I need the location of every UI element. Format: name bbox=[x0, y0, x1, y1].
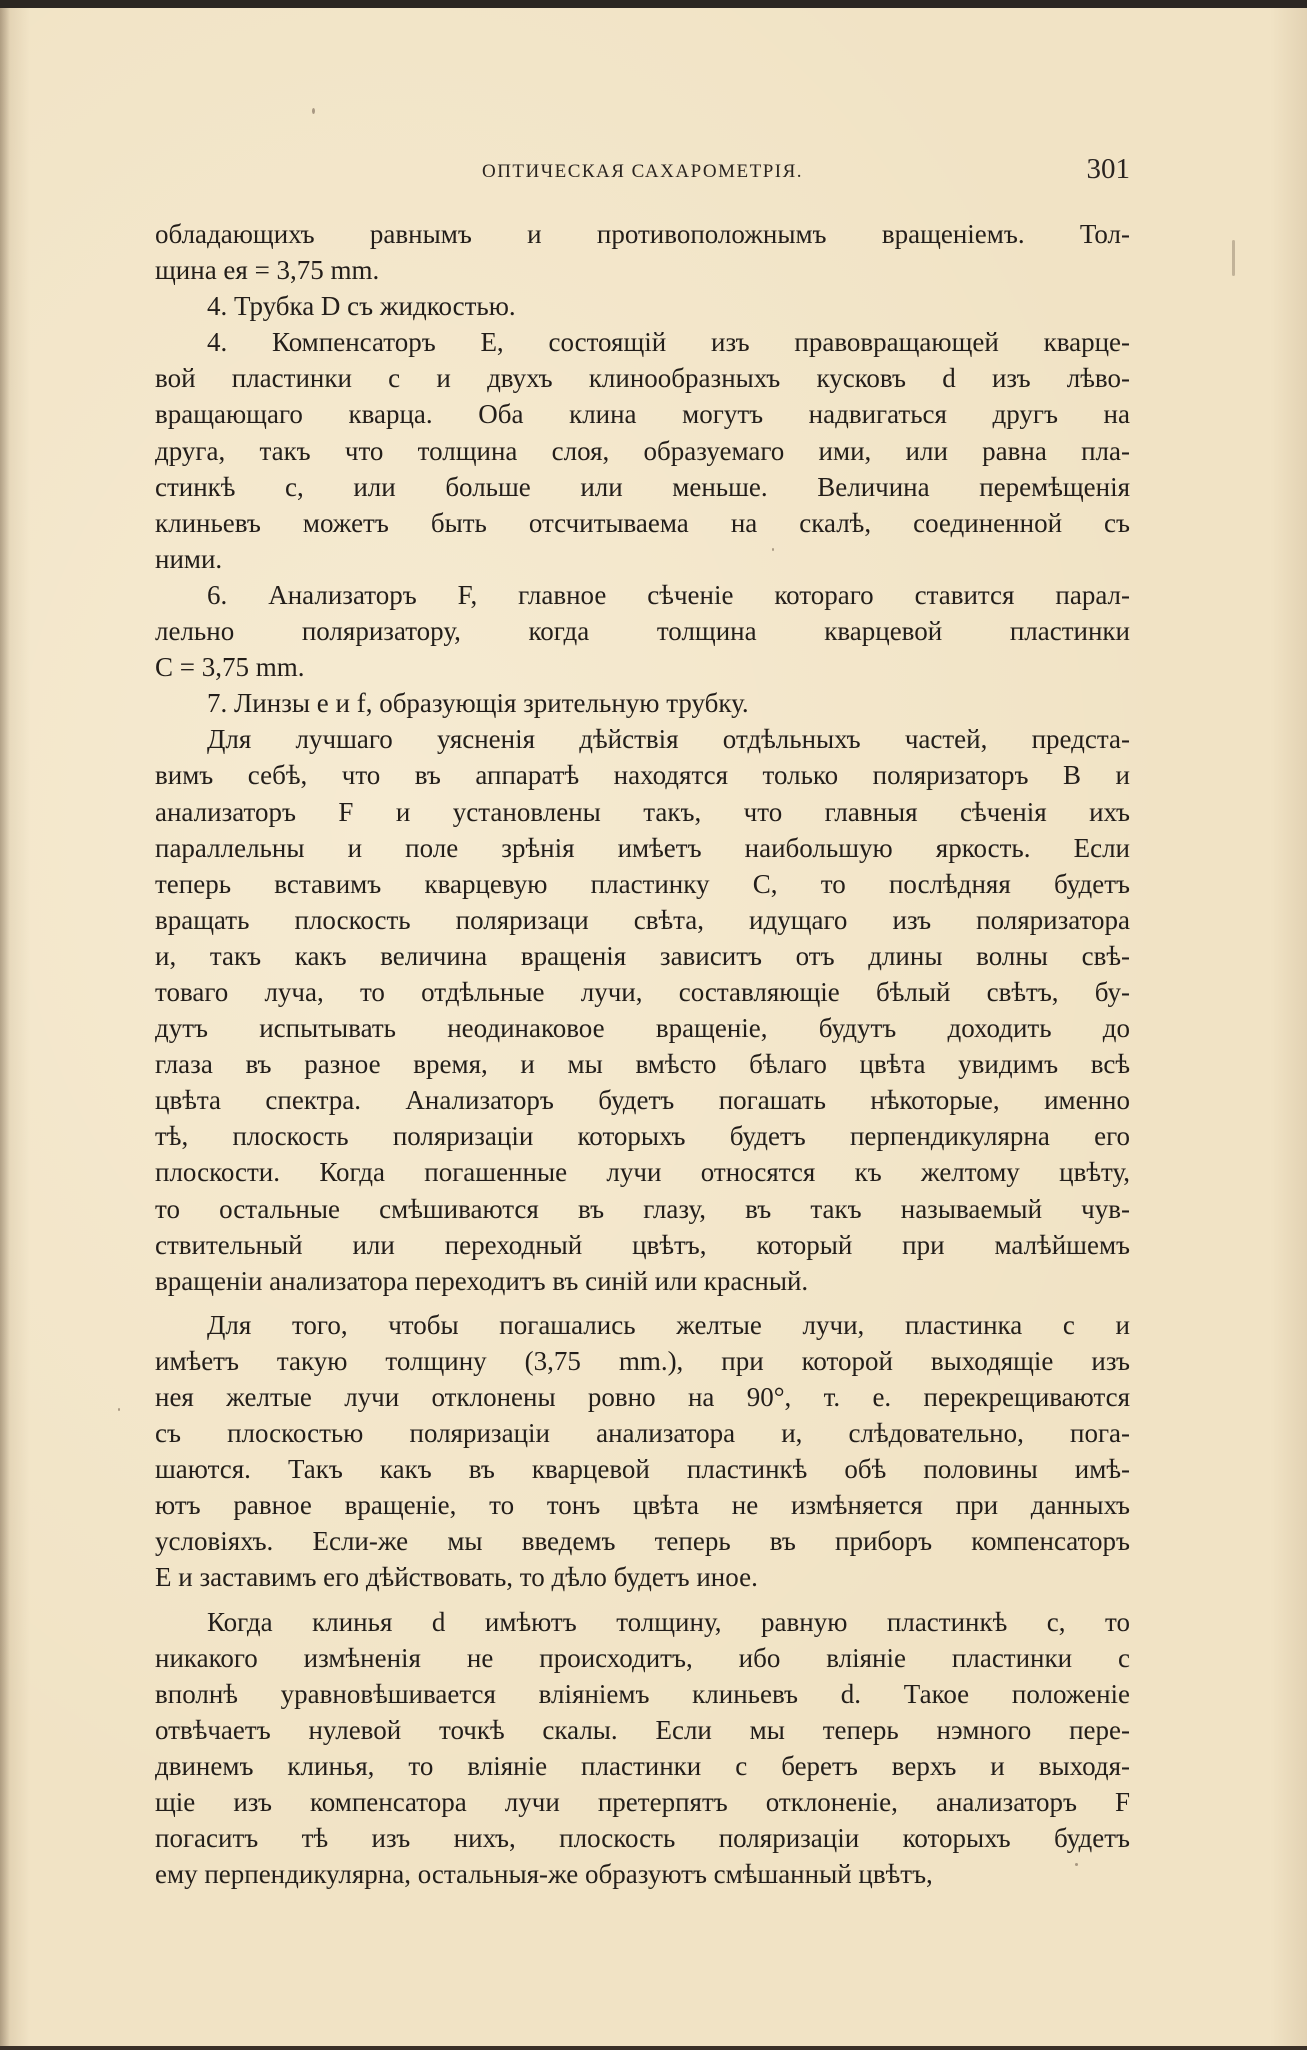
text-line: отвѣчаетъ нулевой точкѣ скалы. Если мы теперь нэмного пере- bbox=[155, 1714, 1130, 1745]
text-line: щіе изъ компенсатора лучи претерпятъ отклоненіе, анализаторъ F bbox=[155, 1787, 1130, 1818]
text-line: вращающаго кварца. Оба клина могутъ надвигаться другъ на bbox=[155, 399, 1130, 430]
text-line: 4. Трубка D съ жидкостью. bbox=[207, 291, 516, 322]
text-line: нея желтые лучи отклонены ровно на 90°, т. е. перекрещиваются bbox=[155, 1382, 1130, 1412]
text-line: 7. Линзы е и f, образующія зрительную трубку. bbox=[207, 688, 749, 719]
text-line: Для лучшаго уясненія дѣйствія отдѣльныхъ частей, предста- bbox=[207, 724, 1130, 755]
text-line: товаго луча, то отдѣльные лучи, составляющіе бѣлый свѣтъ, бу- bbox=[155, 976, 1130, 1007]
body-text bbox=[155, 216, 1130, 1892]
text-line: и, такъ какъ величина вращенія зависитъ отъ длины волны свѣ- bbox=[155, 940, 1130, 971]
text-line: E и заставимъ его дѣйствовать, то дѣло будетъ иное. bbox=[155, 1562, 758, 1593]
text-line: ему перпендикулярна, остальныя-же образуютъ смѣшанный цвѣтъ, bbox=[155, 1859, 933, 1890]
text-line: глаза въ разное время, и мы вмѣсто бѣлаго цвѣта увидимъ всѣ bbox=[155, 1049, 1130, 1080]
running-head: ОПТИЧЕСКАЯ САХАРОМЕТРІЯ. bbox=[481, 161, 804, 182]
paragraph bbox=[155, 216, 1130, 288]
text-line: условіяхъ. Если-же мы введемъ теперь въ приборъ компенсаторъ bbox=[155, 1526, 1130, 1557]
text-line: то остальные смѣшиваются въ глазу, въ такъ называемый чув- bbox=[155, 1193, 1130, 1224]
text-line: ними. bbox=[155, 543, 223, 574]
paragraph bbox=[155, 721, 1130, 1299]
page-header bbox=[155, 153, 1130, 193]
book-page bbox=[0, 8, 1307, 2050]
text-line: съ плоскостью поляризаціи анализатора и, слѣдовательно, пога- bbox=[155, 1418, 1130, 1449]
paragraph bbox=[155, 1604, 1130, 1893]
text-line: теперь вставимъ кварцевую пластинку C, то послѣдняя будетъ bbox=[155, 868, 1130, 899]
paragraph bbox=[155, 1307, 1130, 1596]
paragraph bbox=[155, 577, 1130, 685]
paragraph bbox=[155, 685, 1130, 721]
text-line: 6. Анализаторъ F, главное сѣченіе котораго ставится парал- bbox=[207, 579, 1130, 610]
text-line: друга, такъ что толщина слоя, образуемаго ими, или равна пла- bbox=[155, 435, 1130, 466]
text-line: клиньевъ можетъ быть отсчитываема на скалѣ, соединенной съ bbox=[155, 507, 1130, 538]
page-bottom-edge bbox=[0, 2046, 1307, 2050]
text-line: плоскости. Когда погашенные лучи относятся къ желтому цвѣту, bbox=[155, 1157, 1130, 1188]
text-line: вращать плоскость поляризаци свѣта, идущаго изъ поляризатора bbox=[155, 904, 1130, 935]
text-line: тѣ, плоскость поляризаціи которыхъ будетъ перпендикулярна его bbox=[155, 1121, 1130, 1152]
text-line: Когда клинья d имѣютъ толщину, равную пластинкѣ с, то bbox=[207, 1606, 1130, 1637]
text-line: щина ея = 3,75 mm. bbox=[155, 255, 380, 286]
text-line: никакого измѣненія не происходитъ, ибо вліяніе пластинки с bbox=[155, 1642, 1130, 1673]
text-line: лельно поляризатору, когда толщина кварцевой пластинки bbox=[155, 616, 1130, 647]
text-line: вимъ себѣ, что въ аппаратѣ находятся только поляризаторъ В и bbox=[155, 760, 1130, 791]
text-line: C = 3,75 mm. bbox=[155, 652, 305, 683]
text-line: анализаторъ F и установлены такъ, что главныя сѣченія ихъ bbox=[155, 796, 1130, 827]
text-line: Для того, чтобы погашались желтые лучи, пластинка с и bbox=[207, 1309, 1130, 1340]
text-line: шаются. Такъ какъ въ кварцевой пластинкѣ обѣ половины имѣ- bbox=[155, 1454, 1130, 1485]
text-line: ютъ равное вращеніе, то тонъ цвѣта не измѣняется при данныхъ bbox=[155, 1490, 1130, 1521]
text-line: вращеніи анализатора переходитъ въ синій или красный. bbox=[155, 1265, 809, 1296]
text-line: 4. Компенсаторъ E, состоящій изъ правовращающей кварце- bbox=[207, 327, 1130, 358]
text-line: вполнѣ уравновѣшивается вліяніемъ клиньевъ d. Такое положеніе bbox=[155, 1678, 1130, 1709]
text-line: ствительный или переходный цвѣтъ, который при малѣйшемъ bbox=[155, 1229, 1130, 1260]
text-line: вой пластинки с и двухъ клинообразныхъ кусковъ d изъ лѣво- bbox=[155, 363, 1130, 394]
text-line: двинемъ клинья, то вліяніе пластинки с беретъ верхъ и выходя- bbox=[155, 1750, 1130, 1781]
text-line: стинкѣ с, или больше или меньше. Величина перемѣщенія bbox=[155, 471, 1130, 502]
text-line: цвѣта спектра. Анализаторъ будетъ погашать нѣкоторые, именно bbox=[155, 1085, 1130, 1116]
text-line: параллельны и поле зрѣнія имѣетъ наибольшую яркость. Если bbox=[155, 832, 1130, 863]
paragraph bbox=[155, 324, 1130, 577]
text-line: дутъ испытывать неодинаковое вращеніе, будутъ доходить до bbox=[155, 1013, 1130, 1044]
text-line: обладающихъ равнымъ и противоположнымъ вращеніемъ. Тол- bbox=[155, 219, 1130, 249]
text-line: погаситъ тѣ изъ нихъ, плоскость поляризаціи которыхъ будетъ bbox=[155, 1823, 1130, 1854]
page-crease-shadow bbox=[0, 8, 10, 2050]
page-number: 301 bbox=[1086, 153, 1130, 185]
paragraph bbox=[155, 288, 1130, 324]
text-line: имѣетъ такую толщину (3,75 mm.), при которой выходящіе изъ bbox=[155, 1345, 1130, 1376]
